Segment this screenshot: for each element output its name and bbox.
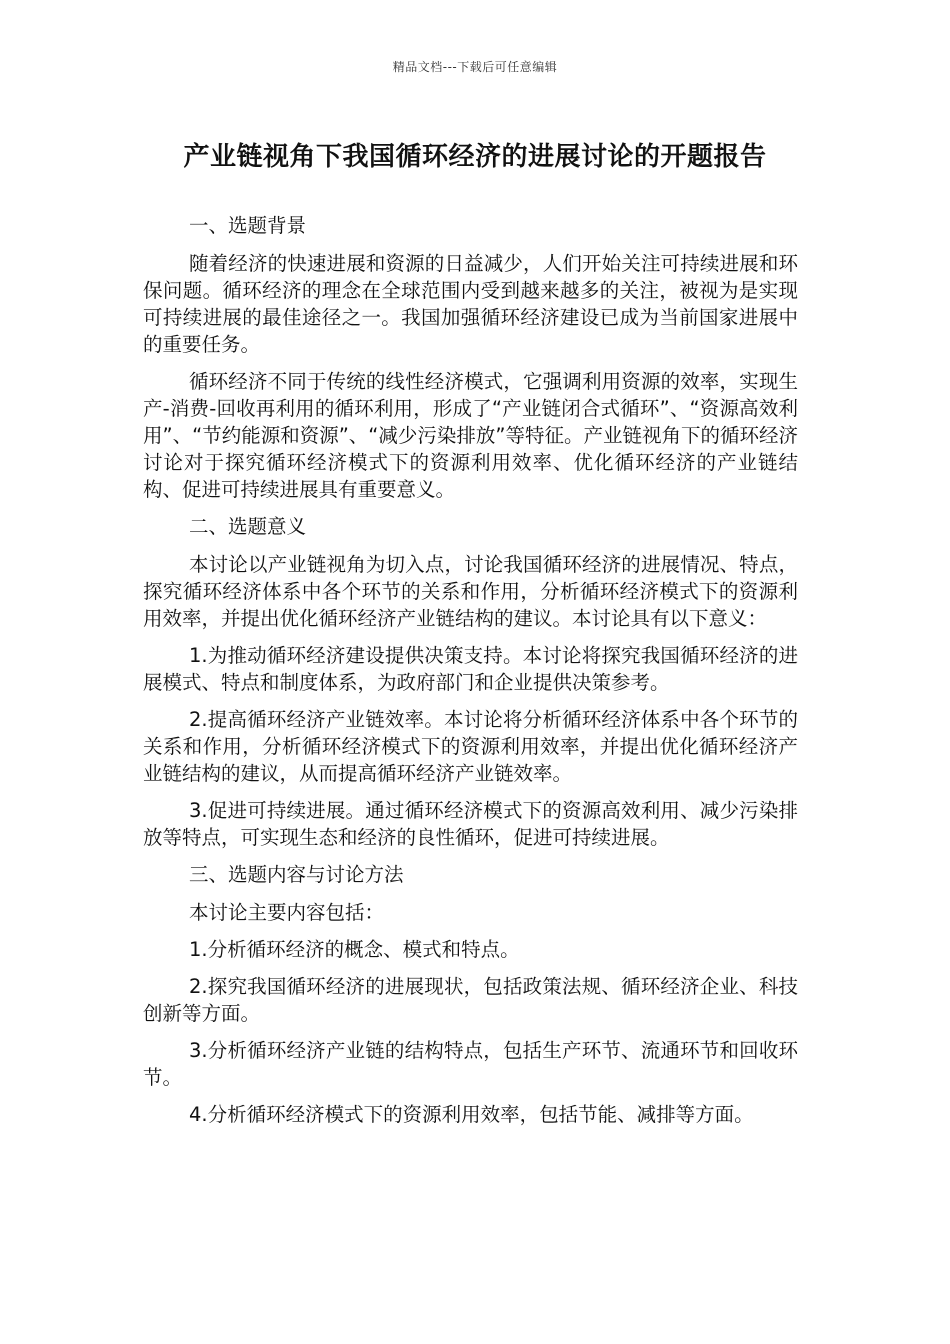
list-item: 3.促进可持续进展。通过循环经济模式下的资源高效利用、减少污染排放等特点，可实现生态和经济的良性循环，促进可持续进展。 [143, 799, 798, 849]
list-item: 3.分析循环经济产业链的结构特点，包括生产环节、流通环节和回收环节。 [143, 1039, 798, 1089]
section-heading-content-method: 三、选题内容与讨论方法 [189, 863, 404, 886]
paragraph: 本讨论以产业链视角为切入点，讨论我国循环经济的进展情况、特点，探究循环经济体系中各个环节的关系和作用，分析循环经济模式下的资源利用效率，并提出优化循环经济产业链结构的建议。本讨论具有以下意义： [143, 553, 798, 630]
page-header-note: 精品文档---下载后可任意编辑 [392, 60, 558, 74]
section-heading-significance: 二、选题意义 [189, 515, 307, 538]
paragraph: 随着经济的快速进展和资源的日益减少，人们开始关注可持续进展和环保问题。循环经济的理念在全球范围内受到越来越多的关注，被视为是实现可持续进展的最佳途径之一。我国加强循环经济建设已成为当前国家进展中的重要任务。 [143, 252, 798, 356]
paragraph: 循环经济不同于传统的线性经济模式，它强调利用资源的效率，实现生产-消费-回收再利用的循环利用，形成了“产业链闭合式循环”、“资源高效利用”、“节约能源和资源”、“减少污染排放”等特征。产业链视角下的循环经济讨论对于探究循环经济模式下的资源利用效率、优化循环经济的产业链结构、促进可持续进展具有重要意义。 [143, 370, 799, 501]
section-heading-background: 一、选题背景 [189, 214, 307, 237]
document-title: 产业链视角下我国循环经济的进展讨论的开题报告 [183, 142, 767, 172]
list-item: 2.提高循环经济产业链效率。本讨论将分析循环经济体系中各个环节的关系和作用，分析循环经济模式下的资源利用效率，并提出优化循环经济产业链结构的建议，从而提高循环经济产业链效率。 [143, 708, 798, 785]
list-item: 2.探究我国循环经济的进展现状，包括政策法规、循环经济企业、科技创新等方面。 [143, 975, 798, 1025]
document-body [143, 212, 798, 1138]
list-item: 1.为推动循环经济建设提供决策支持。本讨论将探究我国循环经济的进展模式、特点和制度体系，为政府部门和企业提供决策参考。 [143, 644, 798, 694]
list-item: 4.分析循环经济模式下的资源利用效率，包括节能、减排等方面。 [189, 1103, 754, 1126]
list-item: 1.分析循环经济的概念、模式和特点。 [189, 938, 520, 961]
paragraph: 本讨论主要内容包括： [189, 901, 385, 924]
